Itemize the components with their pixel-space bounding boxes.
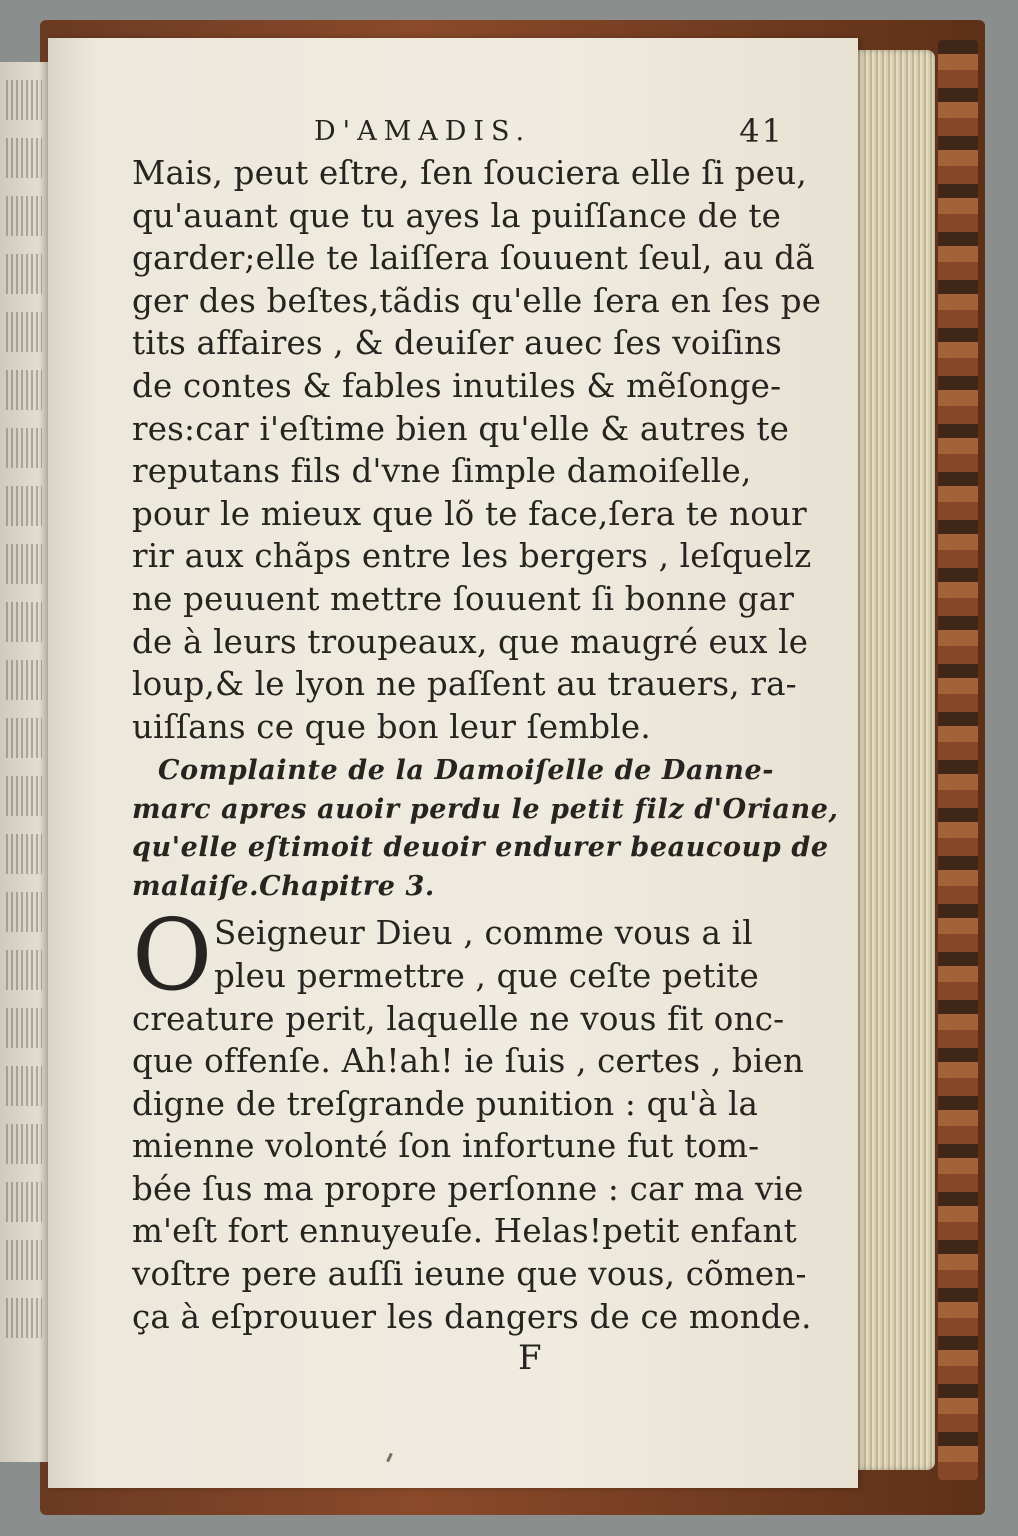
page-fore-edge (850, 50, 935, 1470)
text-line: tits affaires , & deuiſer auec ſes voiſins (132, 324, 783, 363)
signature-mark: F (518, 1338, 542, 1378)
running-head (132, 110, 792, 152)
text-line: loup,& le lyon ne paſſent au trauers, ra- (132, 665, 797, 704)
drop-capital: O (132, 899, 213, 1014)
book-page (48, 38, 858, 1488)
running-title: D'AMADIS. (314, 116, 532, 147)
text-line: res:car i'eſtime bien qu'elle & autres te (132, 409, 790, 448)
text-line: mienne volonté ſon infortune fut tom- (132, 1127, 760, 1166)
paragraph-2 (132, 899, 812, 1338)
text-line: de à leurs troupeaux, que maugré eux le (132, 622, 809, 661)
text-line: pour le mieux que lõ te face,ſera te nour (132, 494, 807, 533)
paragraph-1 (132, 152, 822, 748)
text-line: ger des beſtes,tãdis qu'elle ſera en ſes pe (132, 281, 822, 320)
cover-edge-texture (938, 40, 978, 1480)
chapter-heading (132, 752, 839, 906)
text-line: que offenſe. Ah!ah! ie ſuis , certes , bien (132, 1042, 805, 1081)
text-line: Seigneur Dieu , comme vous a il (214, 914, 753, 953)
text-line: creature perit, laquelle ne vous fit onc- (132, 999, 785, 1038)
text-line: bée ſus ma propre perſonne : car ma vie (132, 1169, 804, 1208)
text-line: uiſſans ce que bon leur ſemble. (132, 707, 651, 746)
facing-page-edge (0, 62, 48, 1462)
text-line: de contes & fables inutiles & mẽſonge- (132, 366, 782, 405)
ink-speck (386, 1453, 393, 1462)
text-line: reputans fils d'vne ſimple damoiſelle, (132, 452, 752, 491)
heading-line: malaiſe.Chapitre 3. (132, 870, 435, 902)
text-line: Mais, peut eſtre, ſen ſouciera elle ſi peu, (132, 154, 807, 192)
heading-line: marc apres auoir perdu le petit filz d'Oriane, (132, 793, 839, 825)
text-line: ne peuuent mettre ſouuent ſi bonne gar (132, 579, 795, 618)
text-line: rir aux chãps entre les bergers , leſquelz (132, 537, 812, 576)
text-line: qu'auant que tu ayes la puiſſance de te (132, 196, 782, 235)
page-number: 41 (739, 112, 784, 150)
text-line: pleu permettre , que ceſte petite (214, 956, 759, 995)
text-block (132, 110, 839, 1338)
text-line: ça à eſprouuer les dangers de ce monde. (132, 1297, 812, 1336)
text-line: m'eſt fort ennuyeuſe. Helas!petit enfant (132, 1212, 797, 1251)
text-line: voſtre pere auſſi ieune que vous, cõmen- (132, 1255, 807, 1294)
text-line: garder;elle te laiſſera ſouuent ſeul, au dã (132, 239, 815, 278)
heading-line: qu'elle eſtimoit deuoir endurer beaucoup de (132, 832, 829, 864)
text-line: digne de treſgrande punition : qu'à la (132, 1084, 759, 1123)
heading-line: Complainte de la Damoiſelle de Danne- (158, 755, 775, 787)
